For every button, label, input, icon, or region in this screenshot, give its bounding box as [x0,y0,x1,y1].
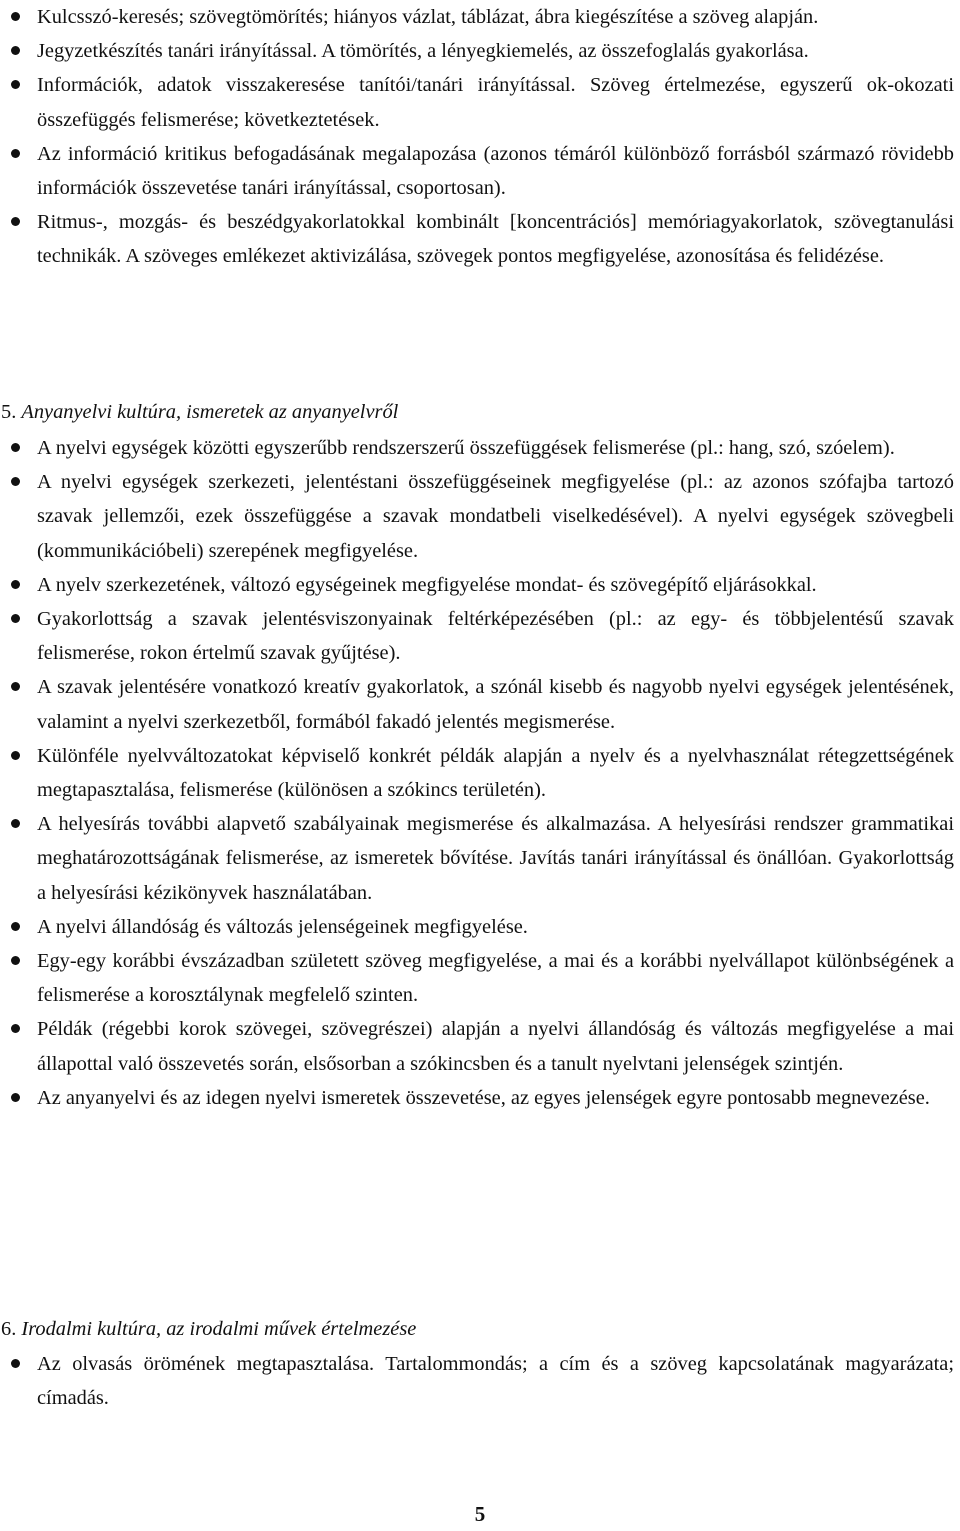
list-item: Az anyanyelvi és az idegen nyelvi ismeretek összevetése, az egyes jelenségek egyre pontosabb megnevezése. [0,1081,954,1115]
list-item: Kulcsszó-keresés; szövegtömörítés; hiányos vázlat, táblázat, ábra kiegészítése a szöveg alapján. [0,0,954,34]
bullet-icon [11,614,20,623]
list-item: Információk, adatok visszakeresése tanítói/tanári irányítással. Szöveg értelmezése, egyszerű ok-okozati összefüggés felismerése; következtetések. [0,68,954,136]
list-item: Jegyzetkészítés tanári irányítással. A tömörítés, a lényegkiemelés, az összefoglalás gyakorlása. [0,34,954,68]
bullet-icon [11,149,20,158]
section-6-number: 6. [1,1318,17,1340]
bullet-icon [11,217,20,226]
list-item: A nyelvi egységek szerkezeti, jelentéstani összefüggéseinek megfigyelése (pl.: az azonos szófajba tartozó szavak jellemzői, ezek összefüggése a szavak mondatbeli viselkedésével). A nyelvi egységek szövegbeli (kommunikációbeli) szerepének megfigyelése. [0,465,954,568]
section-6-title: Irodalmi kultúra, az irodalmi művek értelmezése [21,1318,417,1340]
bullet-icon [11,682,20,691]
section-6-bullet-list [0,1347,954,1415]
intro-bullet-list [0,0,954,274]
bullet-icon [11,443,20,452]
list-item: Példák (régebbi korok szövegei, szövegrészei) alapján a nyelvi állandóság és változás megfigyelése a mai állapottal való összevetés során, elsősorban a szókincsben és a tanult nyelvtani jelenségek szintjén. [0,1012,954,1080]
bullet-icon [11,922,20,931]
bullet-icon [11,46,20,55]
bullet-icon [11,819,20,828]
list-item: Az információ kritikus befogadásának megalapozása (azonos témáról különböző forrásból származó rövidebb információk összevetése tanári irányítással, csoportosan). [0,137,954,205]
list-item: Gyakorlottság a szavak jelentésviszonyainak feltérképezésében (pl.: az egy- és többjelentésű szavak felismerése, rokon értelmű szavak gyűjtése). [0,602,954,670]
bullet-icon [11,477,20,486]
page-number: 5 [474,1502,486,1526]
list-item: Ritmus-, mozgás- és beszédgyakorlatokkal kombinált [koncentrációs] memóriagyakorlatok, szövegtanulási technikák. A szöveges emlékezet aktivizálása, szövegek pontos megfigyelése, azonosítása és felidézése. [0,205,954,273]
bullet-icon [11,12,20,21]
list-item: A nyelvi állandóság és változás jelenségeinek megfigyelése. [0,910,954,944]
section-5-number: 5. [1,401,17,423]
bullet-icon [11,580,20,589]
bullet-icon [11,1093,20,1102]
section-6-heading [1,1314,416,1344]
list-item: A nyelvi egységek közötti egyszerűbb rendszerszerű összefüggések felismerése (pl.: hang, szó, szóelem). [0,431,954,465]
bullet-icon [11,1359,20,1368]
section-5-heading [1,397,398,427]
bullet-icon [11,751,20,760]
section-5-bullet-list [0,431,954,1115]
list-item: Különféle nyelvváltozatokat képviselő konkrét példák alapján a nyelv és a nyelvhasználat rétegzettségének megtapasztalása, felismerése (különösen a szókincs területén). [0,739,954,807]
list-item: A nyelv szerkezetének, változó egységeinek megfigyelése mondat- és szövegépítő eljárásokkal. [0,568,954,602]
bullet-icon [11,1024,20,1033]
bullet-icon [11,80,20,89]
section-5-title: Anyanyelvi kultúra, ismeretek az anyanyelvről [21,401,399,423]
list-item: A szavak jelentésére vonatkozó kreatív gyakorlatok, a szónál kisebb és nagyobb nyelvi egységek jelentésének, valamint a nyelvi szerkezetből, formából fakadó jelentés megismerése. [0,670,954,738]
bullet-icon [11,956,20,965]
list-item: A helyesírás további alapvető szabályainak megismerése és alkalmazása. A helyesírási rendszer grammatikai meghatározottságának felismerése, az ismeretek bővítése. Javítás tanári irányítással és önállóan. Gyakorlottság a helyesírási kézikönyvek használatában. [0,807,954,910]
list-item: Az olvasás örömének megtapasztalása. Tartalommondás; a cím és a szöveg kapcsolatának magyarázata; címadás. [0,1347,954,1415]
list-item: Egy-egy korábbi évszázadban született szöveg megfigyelése, a mai és a korábbi nyelvállapot különbségének a felismerése a korosztálynak megfelelő szinten. [0,944,954,1012]
